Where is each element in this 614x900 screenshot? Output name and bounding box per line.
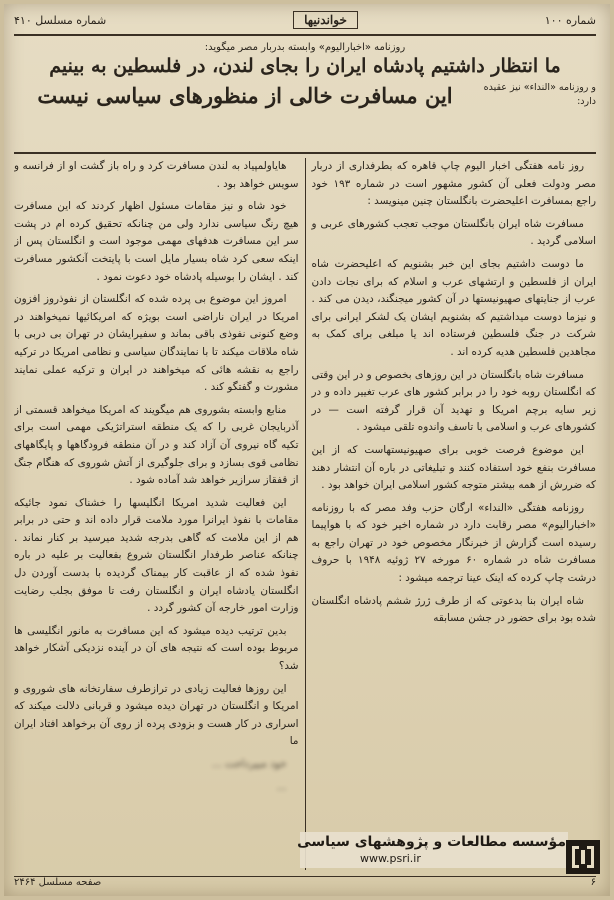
magazine-title: خواندنیها [293, 11, 358, 29]
serial-number: شماره مسلسل ۴۱۰ [14, 13, 107, 27]
paragraph: این روزها فعالیت زیادی در ترازطرف سفارتخانه های شوروی و امریکا و انگلستان در تهران دیده میشود و قربانی دلالت میکند که اسراری در کار هست و بزودی پرده از روی آن برخواهد افتاد ایران ما [14, 682, 299, 748]
institute-logo-icon [566, 840, 600, 874]
issue-number: شماره ۱۰۰ [544, 13, 596, 27]
paragraph: شاه ایران بنا بدعوتی که از طرف ژرژ ششم پادشاه انگلستان شده بود برای حضور در جشن مسابقه [311, 594, 596, 625]
top-rule [14, 34, 596, 36]
article-columns [14, 158, 596, 870]
column-right [306, 158, 597, 870]
page-footer [14, 876, 596, 891]
subheadline-kicker: و روزنامه «النداء» نیز عقیده دارد: [483, 82, 596, 107]
institute-url: www.psri.ir [360, 852, 421, 865]
paragraph: هایاولمپیاد به لندن مسافرت کرد و راه باز گشت او از فرانسه و سویس خواهد بود . [14, 160, 299, 190]
headline-secondary: این مسافرت خالی از منظورهای سیاسی نیست [37, 82, 453, 108]
masthead [14, 8, 596, 32]
headline-block [14, 40, 596, 109]
blurred-paragraph: خود میپرداخت ... [211, 758, 287, 770]
blurred-paragraph: ... [276, 780, 287, 793]
paragraph: مسافرت شاه ایران بانگلستان موجب تعجب کشورهای عربی و اسلامی گردید . [311, 217, 596, 248]
paragraph: منابع وابسته بشوروی هم میگویند که امریکا میخواهد قسمتی از آذربایجان غربی را که یک منطقه استراتژیکی مهمی است برای تکیه گاه نیروی آن آزاد کند و در آن منطقه فرودگاهها و پایگاههای نظامی قوی بسازد و برای جلوگیری از آتش شوروی که هنگام جنگ از قفقاز سرازیر خواهد شد آماده شود . [14, 403, 299, 487]
paragraph: امروز این موضوع بی پرده شده که انگلستان از نفوذروز افزون امریکا در ایران ناراضی است بویژه که امریکائیها نمیخواهند در وضع کنونی نفوذی باقی بماند و سفیرایشان در تهران بی دربی با شاه ملاقات میکند تا با نمایندگان سیاسی و نظامی امریکا در ترکیه راجع به نقشه هائی که میخواهند در ایران و ترکیه عملی نمایند مشورت و گفتگو کند . [14, 293, 299, 394]
paragraph: مسافرت شاه بانگلستان در این روزهای بخصوص و در این وقتی که انگلستان روبه خود را در برابر کشور های عرب تغییر داده و در زیر سایه برچم امریکا و تهدید آن قرار گرفته است — در کشورهای عرب و اسلامی با تاسف واندوه تلقی میشود . [311, 368, 596, 434]
column-left [14, 158, 306, 870]
watermark-banner [297, 832, 568, 868]
institute-name: مؤسسه مطالعات و پژوهشهای سیاسی [297, 834, 566, 850]
paragraph: ما دوست داشتیم بجای این خبر بشنویم که اعلیحضرت شاه ایران از فلسطین و ارتشهای عرب و اسلام که برای نجات دادن عرب از جنایتهای صهیونیستها در آن کشور میجنگند، دیدن می کند . و نیزما دوست میداشتیم که بشنویم ایشان یک لشکر ایرانی برای شرکت در جنگ فلسطین فرستاده اند یا مبلغی برای کمک به مجاهدین فلسطین هدیه کرده اند . [311, 257, 596, 358]
paragraph: این فعالیت شدید امریکا انگلیسها را خشناک نمود جائیکه مقامات با نفوذ ایرانرا مورد ملامت قرار داده اند و حتی در برابر هم از این ملامت که گاهی بدرجه شدید میرسید بر کنار نماند . چنانکه عناصر طرفدار انگلستان شروع بفعالیت بر علیه در باره نفوذ شده که از عاقبت کار بیمناک گردیده با بدست آوردن دل انگلستان یادشاه ایران و انگلستان رفت تا موفق بجلب رضایت وزارت امور خارجه آن کشور گردد . [14, 496, 299, 615]
paragraph: روزنامه هفتگی «النداء» ارگان حزب وفد مصر که با روزنامه «اخبارالیوم» مصر رقابت دارد در شماره اخیر خود که با هواپیما رسیده است گزارش از خبرنگار مخصوص خود در تهران راجع به مسافرت شاه در شماره ۶۰ مورخه ۲۷ ژوئیه ۱۹۴۸ با حروف درشت چاپ کرده که اینک عینا ترجمه میشود : [311, 501, 596, 585]
paragraph: این موضوع فرصت خوبی برای صهیونیستهاست که از این مسافرت بنفع خود استفاده کنند و تبلیغاتی در باره آن انتشار دهند که ضررش از همه بیشتر متوجه کشور اسلامی ایران خواهد بود . [311, 443, 596, 492]
paragraph: روز نامه هفتگی اخبار الیوم چاپ قاهره که بطرفداری از دربار مصر ودولت فعلی آن کشور مشهور است در شماره ۱۹۳ خود راجع بمسافرت اعلیحضرت بانگلستان چنین مینویسد : [311, 160, 596, 208]
serial-page: صفحه مسلسل ۲۴۶۴ [14, 877, 102, 888]
page-number: ۶ [590, 877, 596, 888]
paragraph: خود شاه و نیز مقامات مسئول اظهار کردند که این مسافرت هیچ رنگ سیاسی ندارد ولی من چنانکه تحقیق کرده ام در پشت سر این مسافرت هدفهای مهمی موجود است و انگلستان پس از اینکه سعی کرد شاه بسیار مایل است با پایتخت آنکشور مسافرت کند . ایشان را بوسیله پادشاه خود دعوت نمود . [14, 200, 299, 283]
headline-kicker: روزنامه «اخبارالیوم» وابسته بدربار مصر میگوید: [204, 42, 406, 53]
headline-main: ما انتظار داشتیم پادشاه ایران را بجای لندن، در فلسطین به بینیم [49, 55, 561, 77]
paragraph: بدین ترتیب دیده میشود که این مسافرت به مانور انگلیسی ها مربوط بوده است که نتیجه های آن در آینده نزدیکی آشکار خواهد شد؟ [14, 624, 299, 673]
headline-rule [14, 152, 596, 154]
